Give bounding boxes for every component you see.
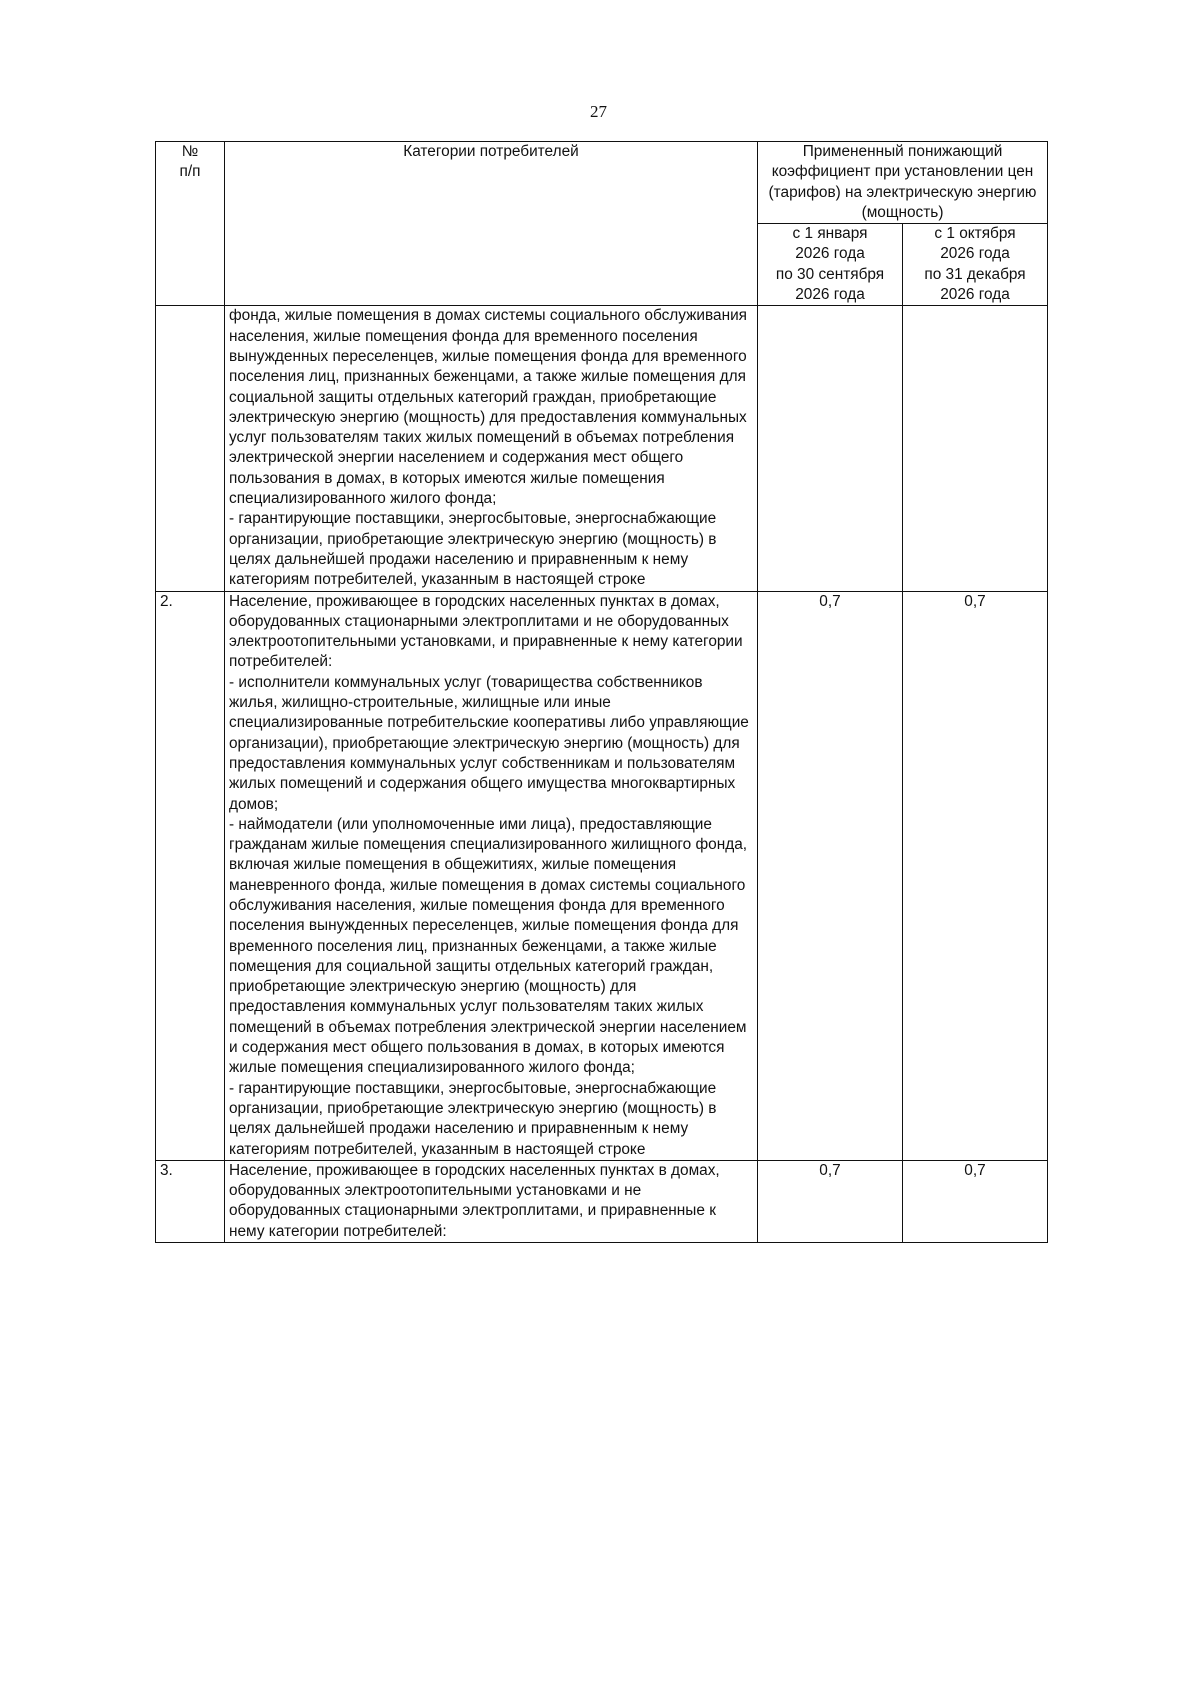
row-number: 2. (156, 591, 225, 1160)
header-period-jan-sep: с 1 января 2026 года по 30 сентября 2026 года (758, 224, 903, 306)
table-row (156, 306, 1048, 591)
coefficient-table (155, 141, 1048, 1243)
row-number: 3. (156, 1160, 225, 1242)
row-value-period-1: 0,7 (758, 1160, 903, 1242)
row-value-period-1 (758, 306, 903, 591)
row-value-period-1: 0,7 (758, 591, 903, 1160)
table-header-row (156, 142, 1048, 224)
row-number (156, 306, 225, 591)
table-row (156, 1160, 1048, 1242)
row-value-period-2: 0,7 (903, 591, 1048, 1160)
table-row (156, 591, 1048, 1160)
row-value-period-2: 0,7 (903, 1160, 1048, 1242)
header-number: № п/п (156, 142, 225, 306)
header-coefficient: Примененный понижающий коэффициент при установлении цен (тарифов) на электрическую энергию (мощность) (758, 142, 1048, 224)
row-value-period-2 (903, 306, 1048, 591)
row-category-text: Население, проживающее в городских населенных пунктах в домах, оборудованных электроотопительными установками и не оборудованных стационарными электроплитами, и приравненные к нему категории потребителей: (225, 1160, 758, 1242)
header-period-oct-dec: с 1 октября 2026 года по 31 декабря 2026 года (903, 224, 1048, 306)
row-category-text: Население, проживающее в городских населенных пунктах в домах, оборудованных стационарными электроплитами и не оборудованных электроотопительными установками, и приравненные к нему категории потребителей: - исполнители коммунальных услуг (товарищества собственников жилья, жилищно-строительные, жилищные или иные специализированные потребительские кооперативы либо управляющие организации), приобретающие электрическую энергию (мощность) для предоставления коммунальных услуг собственникам и пользователям жилых помещений и содержания общего имущества многоквартирных домов; - наймодатели (или уполномоченные ими лица), предоставляющие гражданам жилые помещения специализированного жилищного фонда, включая жилые помещения в общежитиях, жилые помещения маневренного фонда, жилые помещения в домах системы социального обслуживания населения, жилые помещения фонда для временного поселения вынужденных переселенцев, жилые помещения фонда для временного поселения лиц, признанных беженцами, а также жилые помещения для социальной защиты отдельных категорий граждан, приобретающие электрическую энергию (мощность) для предоставления коммунальных услуг пользователям таких жилых помещений в объемах потребления электрической энергии населением и содержания мест общего пользования в домах, в которых имеются жилые помещения специализированного жилого фонда; - гарантирующие поставщики, энергосбытовые, энергоснабжающие организации, приобретающие электрическую энергию (мощность) в целях дальнейшей продажи населению и приравненным к нему категориям потребителей, указанным в настоящей строке (225, 591, 758, 1160)
row-category-text: фонда, жилые помещения в домах системы социального обслуживания населения, жилые помещения фонда для временного поселения вынужденных переселенцев, жилые помещения фонда для временного поселения лиц, признанных беженцами, а также жилые помещения для социальной защиты отдельных категорий граждан, приобретающие электрическую энергию (мощность) для предоставления коммунальных услуг пользователям таких жилых помещений в объемах потребления электрической энергии населением и содержания мест общего пользования в домах, в которых имеются жилые помещения специализированного жилого фонда; - гарантирующие поставщики, энергосбытовые, энергоснабжающие организации, приобретающие электрическую энергию (мощность) в целях дальнейшей продажи населению и приравненным к нему категориям потребителей, указанным в настоящей строке (225, 306, 758, 591)
page-number: 27 (590, 102, 607, 121)
header-category: Категории потребителей (225, 142, 758, 306)
